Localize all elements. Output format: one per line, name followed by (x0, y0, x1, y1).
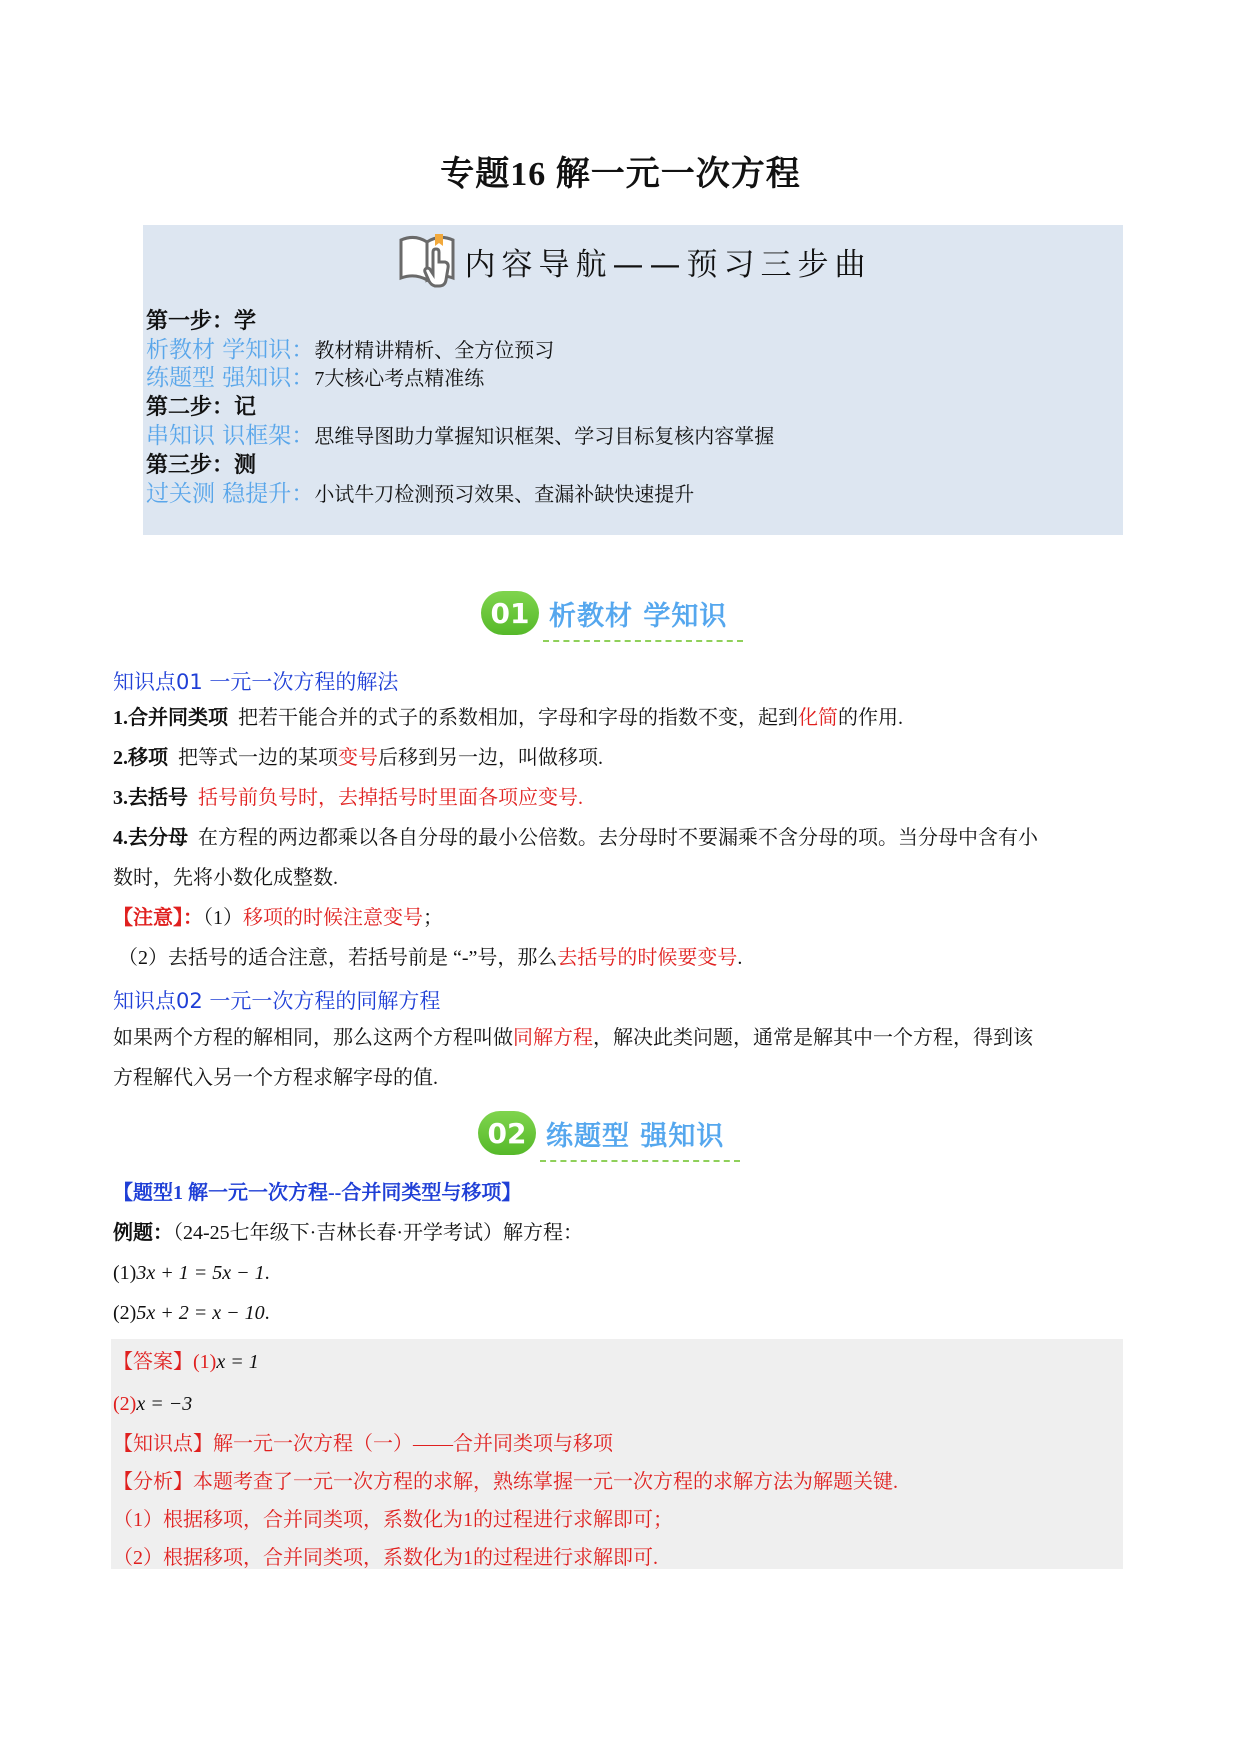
nav-row-2 (146, 364, 484, 393)
item-1-text-end: 的作用. (838, 707, 903, 729)
answer-knowledge-point (113, 1429, 1123, 1459)
note-2 (118, 943, 1128, 973)
item-2-text: 把等式一边的某项 (178, 747, 338, 769)
item-3-head: 3.去括号 (113, 787, 188, 809)
item-1 (113, 703, 1123, 733)
book-hand-icon (395, 228, 461, 295)
analysis-step-1: （1）根据移项，合并同类项，系数化为1的过程进行求解即可； (113, 1509, 673, 1531)
nav-row-4-text: 小试牛刀检测预习效果、查漏补缺快速提升 (314, 484, 695, 506)
section-01-header (481, 583, 727, 643)
note-1-highlight: 移项的时候注意变号 (243, 907, 423, 929)
answer-kp-head: 【知识点】 (113, 1433, 213, 1455)
analysis-text: 本题考查了一元一次方程的求解，熟练掌握一元一次方程的求解方法为解题关键. (193, 1471, 898, 1493)
answer-line-1 (113, 1347, 1123, 1377)
section-02-header (478, 1103, 724, 1163)
nav-row-3 (146, 422, 774, 451)
a2-equation: x = −3 (136, 1393, 193, 1415)
q1-end: . (264, 1262, 270, 1284)
item-1-text: 把若干能合并的式子的系数相加，字母和字母的指数不变，起到 (238, 707, 798, 729)
answer-analysis (113, 1467, 1123, 1497)
knowledge-point-01: 知识点01 一元一次方程的解法 (113, 670, 399, 694)
item-2-text-end: 后移到另一边，叫做移项. (378, 747, 603, 769)
answer-line-2 (113, 1389, 1123, 1419)
note-2-end: . (737, 947, 743, 969)
section-01-badge: 01 (481, 591, 539, 635)
item-1-highlight: 化简 (798, 707, 838, 729)
nav-row-4-label: 过关测 稳提升： (146, 481, 315, 507)
item-3 (113, 783, 1123, 813)
item-4-cont: 数时，先将小数化成整数. (113, 867, 338, 889)
example-text: （24-25七年级下·吉林长春·开学考试）解方程： (173, 1222, 583, 1244)
nav-row-2-text: 7大核心考点精准练 (314, 368, 485, 390)
note-2-text: （2）去括号的适合注意，若括号前是 “-”号，那么 (118, 947, 558, 969)
navigation-heading (143, 228, 1123, 294)
note-1-num: （1） (203, 907, 243, 929)
knowledge-point-02: 知识点02 一元一次方程的同解方程 (113, 989, 441, 1013)
analysis-step-2: （2）根据移项，合并同类项，系数化为1的过程进行求解即可. (113, 1547, 658, 1569)
kp2-text-a: 如果两个方程的解相同，那么这两个方程叫做 (113, 1027, 513, 1049)
q2-end: . (264, 1302, 270, 1324)
item-2-highlight: 变号 (338, 747, 378, 769)
example-q2 (113, 1298, 1123, 1328)
section-02-title: 练题型 强知识 (546, 1120, 725, 1152)
step-three: 第三步：测 (146, 453, 257, 478)
item-4-head: 4.去分母 (113, 827, 188, 849)
answer-kp-text: 解一元一次方程（一）——合并同类项与移项 (213, 1433, 613, 1455)
q2-number: (2) (113, 1302, 137, 1324)
nav-row-1 (146, 336, 554, 365)
note-2-highlight: 去括号的时候要变号 (557, 947, 738, 969)
note-1-end: ； (423, 907, 443, 929)
navigation-heading-text: 内容导航——预习三步曲 (464, 246, 872, 283)
q1-number: (1) (113, 1262, 137, 1284)
example-head: 例题： (113, 1222, 173, 1244)
nav-row-3-text: 思维导图助力掌握知识框架、学习目标复核内容掌握 (314, 426, 775, 448)
example-q1 (113, 1258, 1123, 1288)
note-1 (113, 903, 1123, 933)
nav-row-3-label: 串知识 识框架： (146, 423, 315, 449)
q2-equation: 5x + 2 = x − 10 (136, 1302, 265, 1324)
nav-row-1-text: 教材精讲精析、全方位预习 (314, 340, 555, 362)
nav-row-1-label: 析教材 学知识： (146, 337, 315, 363)
q1-equation: 3x + 1 = 5x − 1 (136, 1262, 265, 1284)
kp2-text-b: ，解决此类问题，通常是解其中一个方程，得到该 (593, 1027, 1033, 1049)
kp2-paragraph-cont: 方程解代入另一个方程求解字母的值. (113, 1067, 438, 1089)
item-1-head: 1.合并同类项 (113, 707, 228, 729)
nav-row-4 (146, 480, 694, 509)
section-02-dash (540, 1160, 740, 1162)
analysis-head: 【分析】 (113, 1471, 193, 1493)
kp2-highlight: 同解方程 (513, 1027, 593, 1049)
question-type-1: 【题型1 解一元一次方程--合并同类型与移项】 (113, 1182, 522, 1204)
section-01-dash (543, 640, 743, 642)
section-02-badge: 02 (478, 1111, 536, 1155)
a1-number: (1) (193, 1351, 217, 1373)
nav-row-2-label: 练题型 强知识： (146, 365, 315, 391)
step-two: 第二步：记 (146, 395, 257, 420)
item-4 (113, 823, 1123, 853)
section-01-title: 析教材 学知识 (549, 600, 728, 632)
step-one: 第一步：学 (146, 309, 257, 334)
a2-number: (2) (113, 1393, 137, 1415)
item-2 (113, 743, 1123, 773)
item-2-head: 2.移项 (113, 747, 168, 769)
item-4-text: 在方程的两边都乘以各自分母的最小公倍数。去分母时不要漏乘不含分母的项。当分母中含有小 (198, 827, 1038, 849)
kp2-paragraph (113, 1023, 1123, 1053)
example (113, 1218, 1123, 1248)
item-3-highlight: 括号前负号时，去掉括号时里面各项应变号. (198, 787, 583, 809)
page-title: 专题16 解一元一次方程 (440, 156, 801, 193)
note-head: 【注意】： (113, 907, 203, 929)
a1-equation: x = 1 (216, 1351, 259, 1373)
answer-head: 【答案】 (113, 1351, 193, 1373)
